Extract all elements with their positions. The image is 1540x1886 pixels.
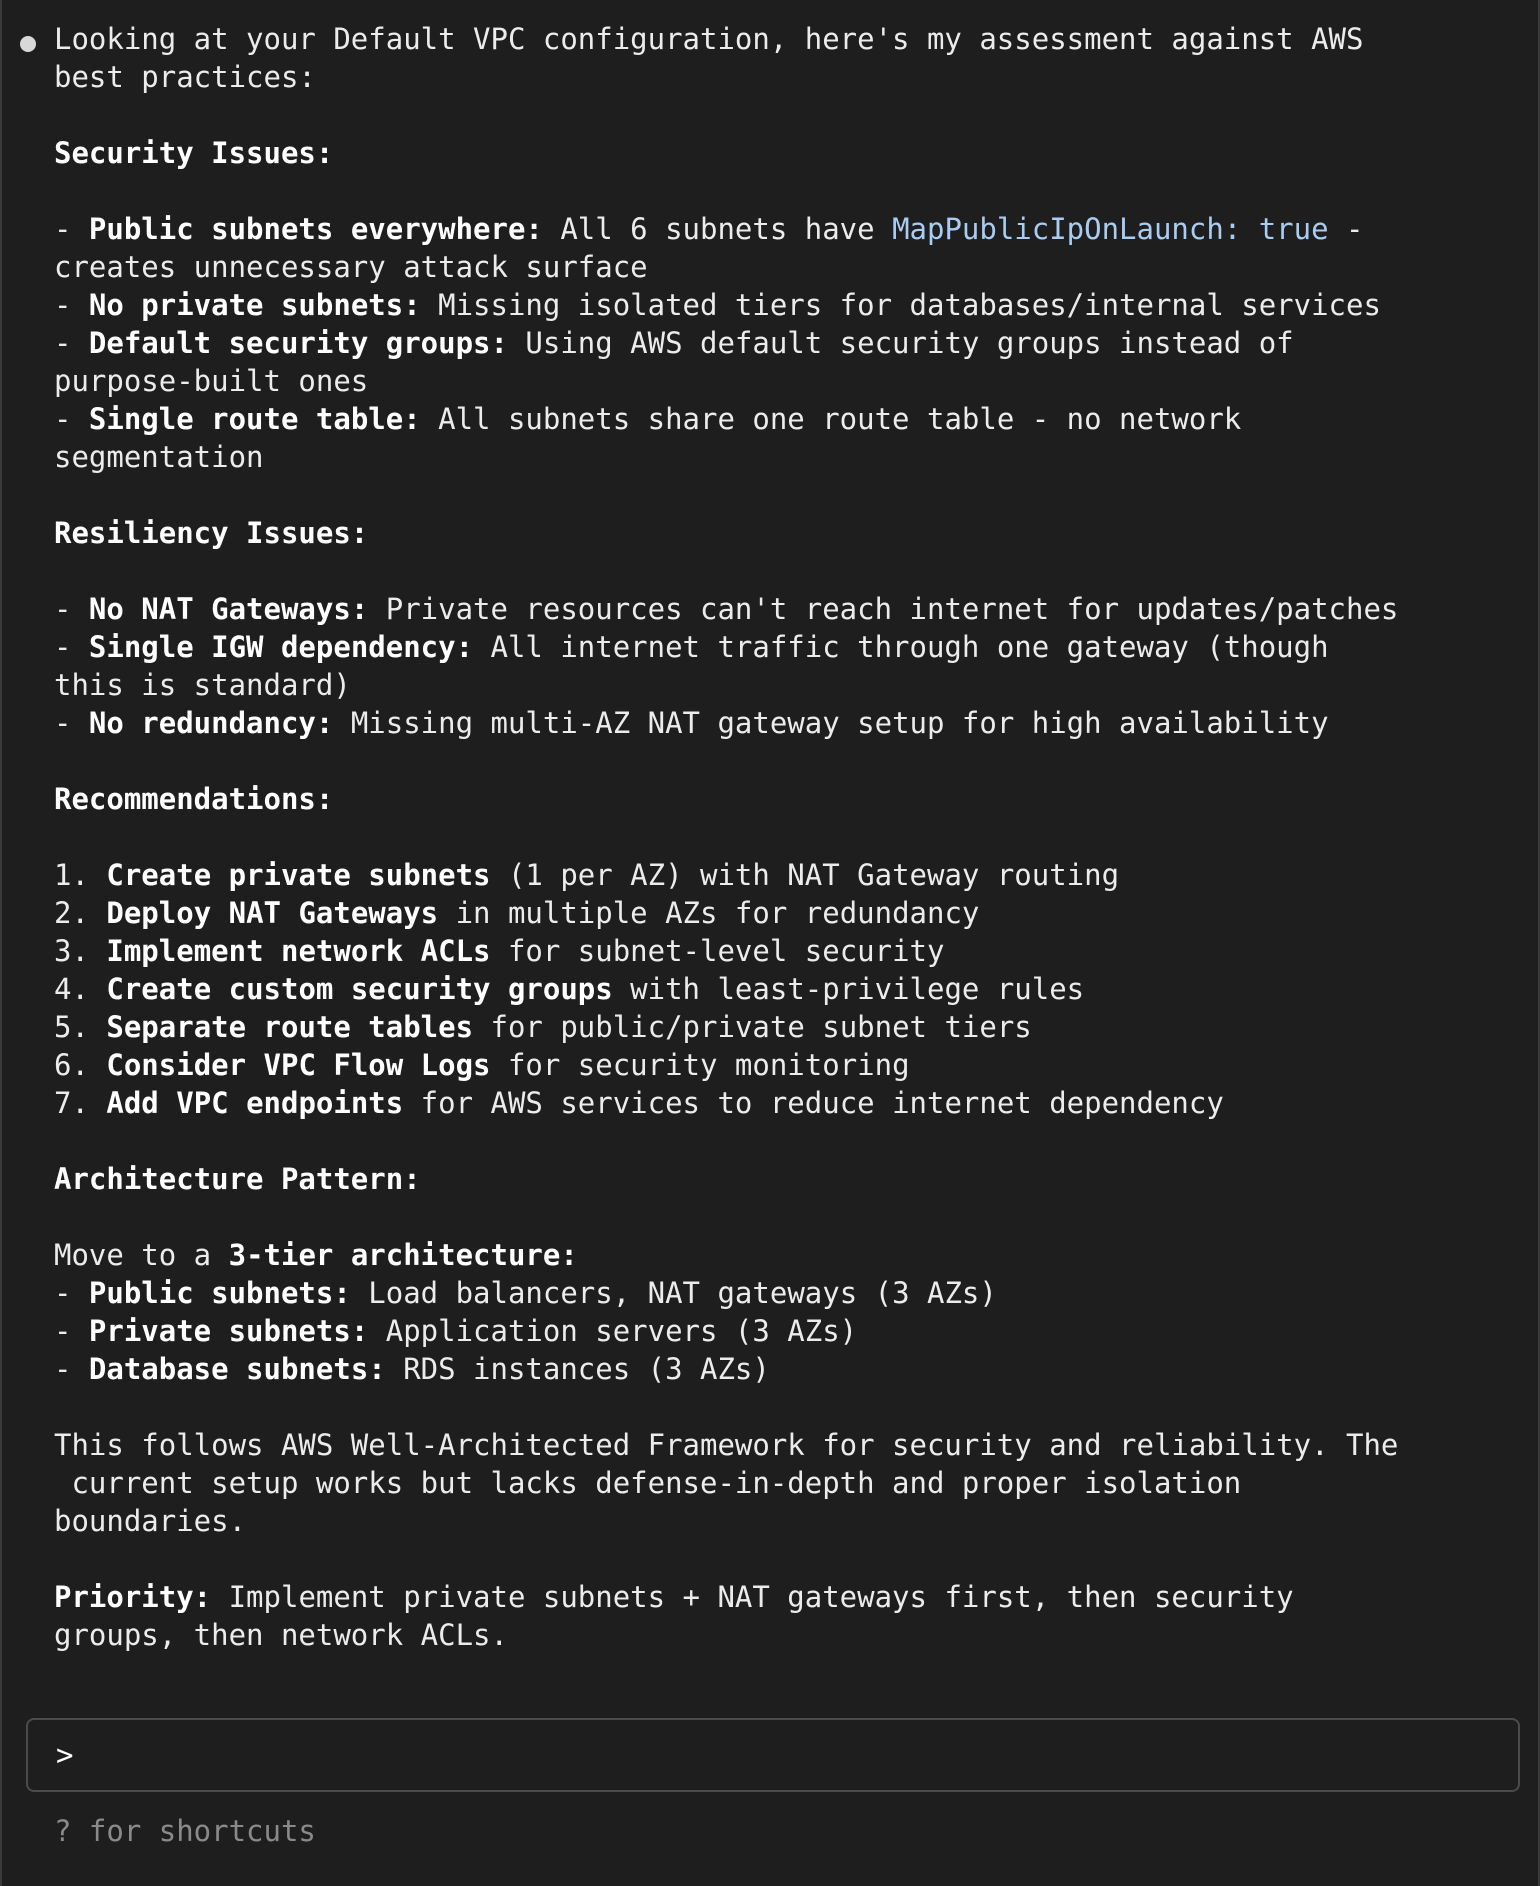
list-item-continuation: this is standard) bbox=[54, 668, 351, 702]
architecture-lead: Move to a 3-tier architecture: bbox=[54, 1238, 578, 1272]
closing-line-1: This follows AWS Well-Architected Framework for security and reliability. The bbox=[54, 1428, 1399, 1462]
list-item: - No private subnets: Missing isolated tiers for databases/internal services bbox=[54, 288, 1381, 322]
list-item: - Single IGW dependency: All internet traffic through one gateway (though bbox=[54, 630, 1329, 664]
list-item: - Default security groups: Using AWS default security groups instead of bbox=[54, 326, 1294, 360]
assistant-message bbox=[54, 20, 1494, 1654]
message-bullet-icon bbox=[20, 36, 36, 52]
priority-line-continuation: groups, then network ACLs. bbox=[54, 1618, 508, 1652]
architecture-heading: Architecture Pattern: bbox=[54, 1162, 421, 1196]
list-item: - Public subnets everywhere: All 6 subnets have MapPublicIpOnLaunch: true - bbox=[54, 212, 1364, 246]
intro-line-1: Looking at your Default VPC configuration, here's my assessment against AWS bbox=[54, 22, 1364, 56]
list-item-continuation: creates unnecessary attack surface bbox=[54, 250, 648, 284]
list-item: - No redundancy: Missing multi-AZ NAT gateway setup for high availability bbox=[54, 706, 1329, 740]
intro-line-2: best practices: bbox=[54, 60, 316, 94]
numbered-item: 5. Separate route tables for public/private subnet tiers bbox=[54, 1010, 1032, 1044]
closing-line-3: boundaries. bbox=[54, 1504, 247, 1538]
inline-code: MapPublicIpOnLaunch: true bbox=[892, 212, 1329, 246]
numbered-item: 4. Create custom security groups with least-privilege rules bbox=[54, 972, 1085, 1006]
list-item: - Single route table: All subnets share one route table - no network bbox=[54, 402, 1242, 436]
list-item: - Public subnets: Load balancers, NAT gateways (3 AZs) bbox=[54, 1276, 997, 1310]
list-item: - Database subnets: RDS instances (3 AZs) bbox=[54, 1352, 770, 1386]
prompt-caret: > bbox=[56, 1738, 74, 1772]
recommendations-heading: Recommendations: bbox=[54, 782, 334, 816]
numbered-item: 3. Implement network ACLs for subnet-level security bbox=[54, 934, 945, 968]
list-item: - No NAT Gateways: Private resources can't reach internet for updates/patches bbox=[54, 592, 1399, 626]
list-item-continuation: segmentation bbox=[54, 440, 264, 474]
priority-line: Priority: Implement private subnets + NAT gateways first, then security bbox=[54, 1580, 1294, 1614]
security-heading: Security Issues: bbox=[54, 136, 334, 170]
list-item-continuation: purpose-built ones bbox=[54, 364, 369, 398]
prompt-input[interactable] bbox=[26, 1718, 1520, 1792]
numbered-item: 6. Consider VPC Flow Logs for security monitoring bbox=[54, 1048, 910, 1082]
numbered-item: 7. Add VPC endpoints for AWS services to reduce internet dependency bbox=[54, 1086, 1224, 1120]
shortcuts-hint: ? for shortcuts bbox=[54, 1814, 316, 1848]
resiliency-heading: Resiliency Issues: bbox=[54, 516, 369, 550]
numbered-item: 1. Create private subnets (1 per AZ) with NAT Gateway routing bbox=[54, 858, 1120, 892]
left-border bbox=[0, 0, 2, 1886]
closing-line-2: current setup works but lacks defense-in-depth and proper isolation bbox=[54, 1466, 1242, 1500]
numbered-item: 2. Deploy NAT Gateways in multiple AZs for redundancy bbox=[54, 896, 980, 930]
list-item: - Private subnets: Application servers (3 AZs) bbox=[54, 1314, 858, 1348]
